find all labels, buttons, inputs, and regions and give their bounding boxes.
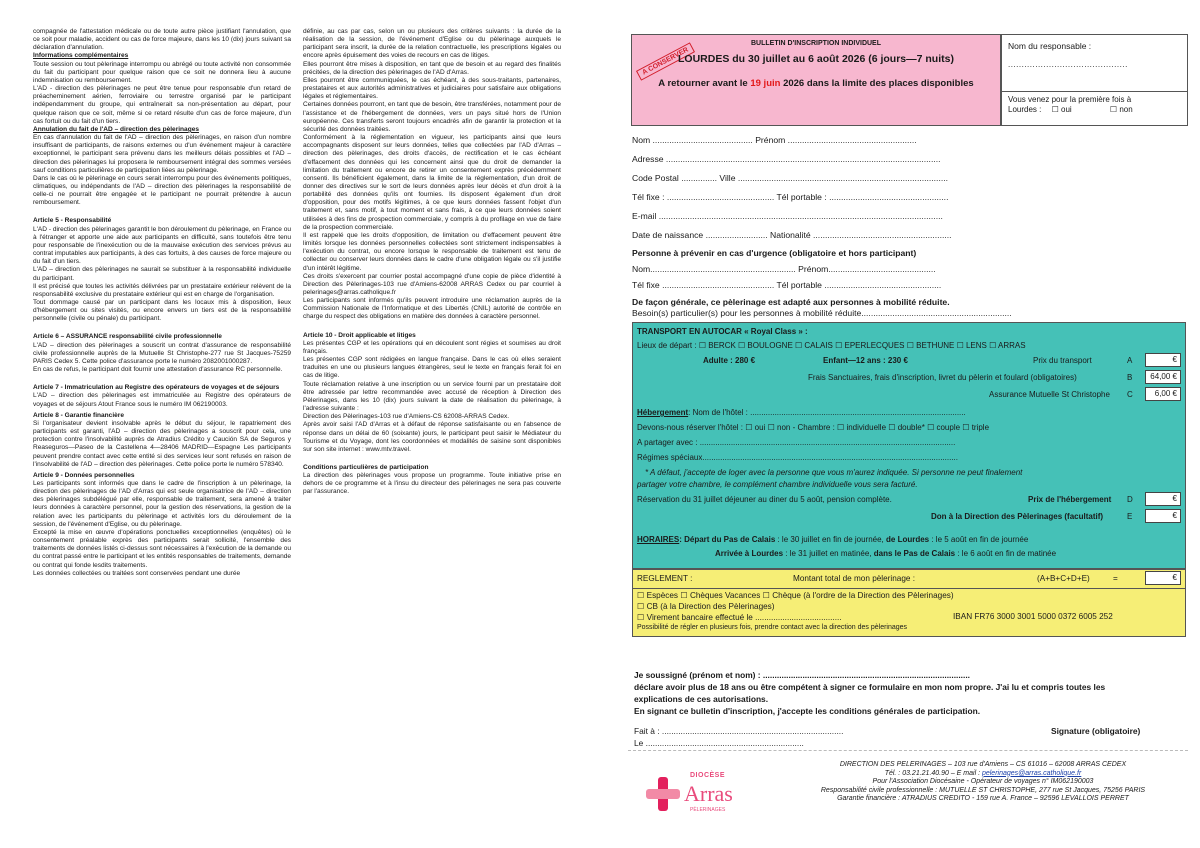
box-c: 6,00 € <box>1145 387 1181 401</box>
transport-title: TRANSPORT EN AUTOCAR « Royal Class » : <box>637 327 808 336</box>
hotel-name-row[interactable]: Hébergement: Nom de l'hôtel : ................................................................................................. <box>637 408 966 417</box>
footer-address: DIRECTION DES PELERINAGES – 103 rue d'Amiens – CS 61016 – 62008 ARRAS CEDEX Tél. : 03.21.21.40.90 – E mail : pelerinages@arras.catholique.fr Pour l'Association Diocésaine - Opérateur de voyages n° IM062190003 Responsabilité civile professionnelle : MUTUELLE ST CHRISTOPHE, 277 rue St Jacques, 75256 PARIS Garantie financière : ATRADIUS CREDITO - 159 rue A. France – 92596 LEVALLOIS PERRET <box>820 761 1146 803</box>
donation-label: Don à la Direction des Pèlerinages (facultatif) <box>931 512 1104 521</box>
paragraph: L'AD - direction des pèlerinages ne peut être tenue pour responsable d'un retard de préacheminement aérien, ferroviaire ou terrestre organisé par le participant indépendamment du groupe, qui entraînerait sa non-présentation au départ, pour quelque raison que ce soit, même si ce retard résulte d'un cas de force majeure, d'un cas fortuit ou du fait d'un tiers. <box>33 85 291 125</box>
paragraph: L'AD – direction des pèlerinages a souscrit un contrat d'assurance de responsabilité civile professionnelle auprès de la Mutuelle St Christophe-277 rue St Jacques-75259 PARIS Cedex 5. Cette police d'assurance porte le numéro 2082001000287. <box>33 341 291 365</box>
box-b: 64,00 € <box>1145 370 1181 384</box>
reserve-oui-checkbox[interactable]: ☐ oui <box>745 423 766 432</box>
pay-cheque-checkbox[interactable]: ☐ Chèque (à l'ordre de la Direction des Pèlerinages) <box>762 591 954 600</box>
paragraph: Elles pourront être mises à disposition, en tant que de besoin et au regard des finalités précitées, de la direction des pèlerinages de l'AD d'Arras. <box>303 60 561 76</box>
paragraph: L'AD – direction des pèlerinages ne saurait se substituer à la responsabilité individuelle du participant. <box>33 266 291 282</box>
total-box[interactable]: € <box>1145 571 1181 585</box>
responsible-label: Nom du responsable : <box>1008 41 1092 51</box>
paragraph: Il est précisé que toutes les activités délivrées par un prestataire extérieur relèvent de la responsabilité exclusive du prestataire extérieur qui est en charge de l'organisation. <box>33 282 291 298</box>
room-individual-checkbox[interactable]: ☐ individuelle <box>837 423 887 432</box>
birth-nationality-field[interactable]: Date de naissance .......................... Nationalité .......................................................... <box>632 230 952 240</box>
room-note-1: * A défaut, j'accepte de loger avec la personne que vous m'aurez indiquée. Si personne ne peut finalement <box>645 468 1023 477</box>
paragraph: Les participants sont informés qu'ils peuvent introduire une réclamation auprès de la Commission Nationale de l'Informatique et des Libertés (CNIL) autorité de contrôle en charge du respect des obligations en matière des données à caractère personnel. <box>303 297 561 321</box>
address-field[interactable]: Adresse ................................................................................................................... <box>632 154 941 164</box>
diocese-logo: DIOCÈSE Arras PÈLERINAGES <box>646 769 746 821</box>
paragraph: L'AD - direction des pèlerinages garantit le bon déroulement du pèlerinage, en France ou à l'étranger et apporte une aide aux participants en difficulté, sans toutefois être tenu pour responsable de l'inexécution ou de la mauvaise exécution des services prévus au contrat imputables aux participants, à des cas fortuits, à des causes de force majeure ou du fait d'un tiers. <box>33 225 291 266</box>
spacer <box>33 207 291 214</box>
box-d[interactable]: € <box>1145 492 1181 506</box>
a-conserver-stamp: A CONSERVER <box>636 42 695 80</box>
paragraph: Si l'organisateur devient insolvable après le début du séjour, le rapatriement des participants est garanti, l'AD – direction des pèlerinages a souscrit pour cela, une protection contre l'insolvabilité auprès de Atradius Crédito y Caución SA de Seguros y Reaseguros—Paseo de la Castellena 4—28406 MADRID—Espagne Les participants peuvent prendre contact avec cette entité si des services leur sont refusés en raison de l'insolvabilité de l'AD – direction des pèlerinages. Cette police porte le numéro 578340. <box>33 419 291 468</box>
spacer <box>303 454 561 461</box>
paragraph: Les participants sont informés que dans le cadre de l'inscription à un pèlerinage, la direction des pèlerinages de l'AD d'Arras qui est seule organisatrice de l'AD – direction des pèlerinages subdélégué par elle, responsable de traitement, sera amené à traiter leurs données à caractère personnel, pour la gestion des réservations, la gestion de la relation avec les participants du pèlerinage et activités lors du déroulement de la session, de l'événement d'Eglise, ou du pèlerinage. <box>33 479 291 528</box>
letter-d: D <box>1127 495 1133 504</box>
trip-title: LOURDES du 30 juillet au 6 août 2026 (6 jours—7 nuits) <box>678 53 954 65</box>
emergency-name-field[interactable]: Nom............................................................. Prénom............................................. <box>632 264 936 274</box>
paragraph: Dans le cas où le pèlerinage en cours serait interrompu pour des événements politiques, climatiques, ou indépendants de l'AD – direction des pèlerinages la responsabilité de celle-ci ne pourrait être engagée et le participant ne pourrait prétendre à aucun remboursement. <box>33 174 291 207</box>
email-field[interactable]: E-mail ....................................................................................................................... <box>632 211 943 221</box>
cross-icon <box>646 777 680 811</box>
reserve-non-checkbox[interactable]: ☐ non - Chambre : <box>767 423 835 432</box>
responsible-input[interactable]: ............................................ <box>1008 60 1128 69</box>
letter-b: B <box>1127 373 1133 382</box>
fait-a-field[interactable]: Fait à : .............................................................................. <box>634 726 844 736</box>
postal-city-field[interactable]: Code Postal ............... Ville ........................................................................................ <box>632 173 948 183</box>
depart-calais-checkbox[interactable]: ☐ CALAIS <box>792 341 833 350</box>
paragraph: Toute réclamation relative à une inscription ou un service fourni par un prestataire doit être adressée par lettre recommandée avec accusé de réception à Direction des Pèlerinages, dans les 10 (dix) jours suivant la date de réalisation du pèlerinage, à l'adresse suivante : <box>303 380 561 413</box>
letter-c: C <box>1127 390 1133 399</box>
paragraph: L'AD – direction des pèlerinages est immatriculée au Registre des opérateurs de voyages et de séjours Atout France sous le numéro IM 062190003. <box>33 392 291 408</box>
transport-price-label: Prix du transport <box>1033 356 1092 365</box>
payment-methods <box>632 589 1186 637</box>
date-field[interactable]: Le .................................................................... <box>634 738 804 748</box>
declaration-line-1: déclare avoir plus de 18 ans ou être compétent à signer ce formulaire en mon nom propre. J'ai lu et compris toutes les <box>634 682 1106 692</box>
article-heading: Article 8 - Garantie financière <box>33 411 124 419</box>
lodging-price-label: Prix de l'hébergement <box>1028 495 1112 504</box>
emergency-heading: Personne à prévenir en cas d'urgence (obligatoire et hors participant) <box>632 248 917 258</box>
box-a[interactable]: € <box>1145 353 1181 367</box>
schedule-row-2: Arrivée à Lourdes : le 31 juillet en matinée, dans le Pas de Calais : le 6 août en fin de matinée <box>715 549 1057 558</box>
pay-especes-checkbox[interactable]: ☐ Espèces <box>637 591 679 600</box>
hotel-reserve-row: Devons-nous réserver l'hôtel : ☐ oui ☐ non - Chambre : ☐ individuelle ☐ double* ☐ couple ☐ triple <box>637 423 990 432</box>
special-needs-field[interactable]: Besoin(s) particulier(s) pour les personnes à mobilité réduite............................................................... <box>632 308 1012 318</box>
signature-label: Signature (obligatoire) <box>1051 726 1141 736</box>
registration-form <box>628 34 1188 844</box>
paragraph: Les données collectées ou traitées sont conservées pendant une durée <box>33 569 241 577</box>
room-double-checkbox[interactable]: ☐ double* <box>888 423 925 432</box>
paragraph: Ces droits s'exercent par courrier postal accompagné d'une copie de pièce d'identité à Direction des Pèlerinages-103 rue d'Amiens-62008 ARRAS Cedex ou par courriel à pelerinages@arras.catholique.fr <box>303 272 561 296</box>
paragraph: La direction des pèlerinages vous propose un programme. Toute initiative prise en dehors de ce programme et à l'insu du directeur des pèlerinages ne sera pas couverte par l'assurance. <box>303 472 561 496</box>
pay-cb-checkbox[interactable]: ☐ CB (à la Direction des Pèlerinages) <box>637 602 775 611</box>
article-heading: Article 9 - Données personnelles <box>33 471 135 479</box>
declaration-line-2: explications de ces autorisations. <box>634 694 769 704</box>
first-time-question: Vous venez pour la première fois à Lourdes : ☐ oui ☐ non <box>1008 95 1133 114</box>
declaration-line-3: En signant ce bulletin d'inscription, j'accepte les conditions générales de participation. <box>634 706 981 716</box>
board-label: Réservation du 31 juillet déjeuner au diner du 5 août, pension complète. <box>637 495 892 504</box>
depart-arras-checkbox[interactable]: ☐ ARRAS <box>986 341 1026 350</box>
form-header <box>631 34 1001 126</box>
total-equals: = <box>1113 574 1118 583</box>
article-heading: Annulation du fait de l'AD – direction des pèlerinages <box>33 125 199 133</box>
paragraph: En cas de refus, le participant doit fournir une attestation d'assurance RC personnelle. <box>33 366 283 374</box>
paragraph: Elles pourront être communiquées, le cas échéant, à des sous-traitants, partenaires, prestataires et aux autorités administratives et judiciaires pour satisfaire aux obligations légales et réglementaires. <box>303 76 561 101</box>
pay-virement-checkbox[interactable]: ☐ Virement bancaire effectué le ...................................... <box>637 613 842 622</box>
price-child: Enfant—12 ans : 230 € <box>823 356 908 365</box>
name-field[interactable]: Nom .......................................... Prénom ...................................................... <box>632 135 917 145</box>
article-heading: Conditions particulières de participation <box>303 463 429 471</box>
depart-lens-checkbox[interactable]: ☐ LENS <box>954 341 987 350</box>
paragraph: compagnée de l'attestation médicale ou de toute autre pièce justifiant l'annulation, que ce soit pour maladie, accident ou cas de force majeure, dans les 10 (dix) jours suivant sa déclaration d'annulation. <box>33 28 291 52</box>
payment-title: REGLEMENT : <box>637 574 693 583</box>
cgp-column-1 <box>33 28 291 578</box>
room-triple-checkbox[interactable]: ☐ triple <box>962 423 990 432</box>
article-heading: Article 7 - Immatriculation au Registre des opérateurs de voyages et de séjours <box>33 384 280 392</box>
paragraph: En cas d'annulation du fait de l'AD – direction des pèlerinages, en raison d'un nombre insuffisant de participants, de raisons externes ou d'un événement majeur à caractère exceptionnel, le participant sera prévenu dans les meilleurs délais possibles et l'AD – direction des pèlerinages lui proposera le remboursement intégral des sommes versées sauf conditions particulières de participation liées au pèlerinage. <box>33 134 291 174</box>
room-note-2: partager votre chambre, le complément chambre individuelle vous sera facturé. <box>637 480 918 489</box>
depart-eperlecques-checkbox[interactable]: ☐ EPERLECQUES <box>832 341 905 350</box>
box-e[interactable]: € <box>1145 509 1181 523</box>
depart-bethune-checkbox[interactable]: ☐ BETHUNE <box>904 341 955 350</box>
paragraph: Excepté la mise en œuvre d'opérations ponctuelles exceptionnelles (enquêtes) où le consentement préalable exprès des participants serait sollicité, l'ensemble des traitements de données listés ci-dessus sont nécessaires à l'exécution de la demande ou du contrat passé entre le participant et les entités responsables de traitements, demande ou contrat qui fonde lesdits traitements. <box>33 528 291 569</box>
departure-places: Lieux de départ : ☐ BERCK ☐ BOULOGNE ☐ CALAIS ☐ EPERLECQUES ☐ BETHUNE ☐ LENS ☐ ARRAS <box>637 341 1026 350</box>
paragraph: Tout dommage causé par un participant dans les locaux mis à disposition, lieux d'hébergement ou sites visités, ou encore envers un tiers est de la responsabilité personnelle (civile ou pénale) du participant. <box>33 299 291 323</box>
payment-section <box>632 569 1186 589</box>
pay-cheques-vacances-checkbox[interactable]: ☐ Chèques Vacances <box>680 591 761 600</box>
transport-section <box>632 322 1186 569</box>
depart-berck-checkbox[interactable]: ☐ BERCK <box>698 341 736 350</box>
emergency-phone-field[interactable]: Tél fixe ............................................... Tél portable ................................................. <box>632 280 942 290</box>
signatory-name-field[interactable]: Je soussigné (prénom et nom) : ......................................................................................... <box>634 670 970 680</box>
room-couple-checkbox[interactable]: ☐ couple <box>927 423 961 432</box>
schedule-row-1: HORAIRES: Départ du Pas de Calais : le 30 juillet en fin de journée, de Lourdes : le 5 août en fin de journée <box>637 535 1029 544</box>
iban: IBAN FR76 3000 3001 5000 0372 6005 252 <box>953 612 1113 621</box>
paragraph: définie, au cas par cas, selon un ou plusieurs des critères suivants : la durée de la réalisation de la session, de l'événement d'Eglise ou du pèlerinage auxquels le participant sera inscrit, la durée de la relation contractuelle, les prescriptions légales ou encore après épuisement des voies de recours en cas de litiges. <box>303 28 561 60</box>
return-deadline: A retourner avant le 19 juin 2026 dans la limite des places disponibles <box>658 78 974 89</box>
paragraph: Toute session ou tout pèlerinage interrompu ou abrégé ou toute activité non consommée du fait du participant pour quelque raison que ce soit ne donnera lieu à aucune indemnisation ou remboursement. <box>33 60 291 84</box>
price-adult: Adulte : 280 € <box>703 356 756 365</box>
mobility-note: De façon générale, ce pèlerinage est adapté aux personnes à mobilité réduite. <box>632 297 950 307</box>
paragraph: Les présentes CGP et les opérations qui en découlent sont régies et soumises au droit français. <box>303 339 561 355</box>
form-title: BULLETIN D'INSCRIPTION INDIVIDUEL <box>751 40 881 47</box>
first-time-oui-checkbox[interactable]: ☐ oui <box>1051 105 1072 114</box>
article-heading: Article 5 - Responsabilité <box>33 217 112 225</box>
letter-a: A <box>1127 356 1133 365</box>
spacer <box>33 323 291 330</box>
phone-field[interactable]: Tél fixe : ............................................. Tél portable : .................................................. <box>632 192 949 202</box>
cgp-column-2 <box>303 28 561 497</box>
footer-email-link[interactable]: pelerinages@arras.catholique.fr <box>981 769 1082 777</box>
depart-boulogne-checkbox[interactable]: ☐ BOULOGNE <box>735 341 793 350</box>
paragraph: Conformément à la réglementation en vigueur, les participants ainsi que leurs accompagnants disposent sur leurs données, telles que collectées par l'AD d'Arras – direction des pèlerinages, des droits d'accès, de rectification et le cas échéant d'effacement des données qui les concernent ainsi que du droit de demander la limitation du traitement ou encore de retirer un consentement exprès précédemment consenti. Ils bénéficient également, dans la limite de la réglementation, d'un droit de donner des directives sur le sort de leurs données après leur décès et d'un droit à la portabilité des données qu'ils ont fournies. Ils disposent également d'un droit d'opposition, pour des motifs légitimes, à ce que leurs données fassent l'objet d'un traitement et, sans motif, à tout moment et sans frais, à ce que leurs données soient utilisées à des fins de prospection commerciale, y compris à du profilage en vue de faire de la prospection commerciale. <box>303 134 561 231</box>
insurance-label: Assurance Mutuelle St Christophe <box>989 390 1110 399</box>
article-heading: Article 10 - Droit applicable et litiges <box>303 331 416 339</box>
paragraph: Après avoir saisi l'AD d'Arras et à défaut de réponse satisfaisante ou en l'absence de réponse dans un délai de 60 (soixante) jours, le participant peut saisir le Médiateur du Tourisme et du Voyage, dont les coordonnées et modalités de saisine sont disponibles sur son site internet : www.mtv.travel. <box>303 421 561 453</box>
article-heading: Article 6 – ASSURANCE responsabilité civile professionnelle <box>33 333 222 341</box>
total-formula: (A+B+C+D+E) <box>1037 574 1090 583</box>
paragraph: Il est rappelé que les droits d'opposition, de limitation ou d'effacement peuvent être limités lorsque les données personnelles collectées sont strictement indispensables à l'exécution du contrat, ou encore lorsque le responsable de traitement est tenu de collecter ou conserver leurs données dans le cadre d'une obligation légale ou s'il justifie d'un intérêt légitime. <box>303 231 561 272</box>
paragraph: Les présentes CGP sont rédigées en langue française. Dans le cas où elles seraient traduites en une ou plusieurs langues étrangères, seul le texte en français ferait foi en cas de litige. <box>303 356 561 380</box>
responsible-box <box>1001 34 1188 126</box>
paragraph: Direction des Pèlerinages-103 rue d'Amiens-CS 62008-ARRAS Cedex. <box>303 413 510 421</box>
article-heading: Informations complémentaires <box>33 52 129 60</box>
fees-label: Frais Sanctuaires, frais d'inscription, livret du pèlerin et foulard (obligatoires) <box>808 373 1077 382</box>
first-time-non-checkbox[interactable]: ☐ non <box>1109 105 1133 114</box>
diet-field[interactable]: Régimes spéciaux................................................................................................................... <box>637 453 958 462</box>
installments-note: Possibilité de régler en plusieurs fois, prendre contact avec la direction des pèlerinages <box>637 624 908 631</box>
share-with-field[interactable]: A partager avec : ................................................................................................................... <box>637 438 956 447</box>
total-label: Montant total de mon pèlerinage : <box>793 574 915 583</box>
letter-e: E <box>1127 512 1133 521</box>
paragraph: Certaines données pourront, en tant que de besoin, être transférées, notamment pour de l'assistance et de l'hébergement de données, vers un pays situé hors de l'Union européenne. Ces transferts seront toujours encadrés afin de garantir la protection et la sécurité des données traitées. <box>303 101 561 133</box>
spacer <box>303 322 561 329</box>
spacer <box>33 374 291 381</box>
footer <box>628 750 1188 844</box>
